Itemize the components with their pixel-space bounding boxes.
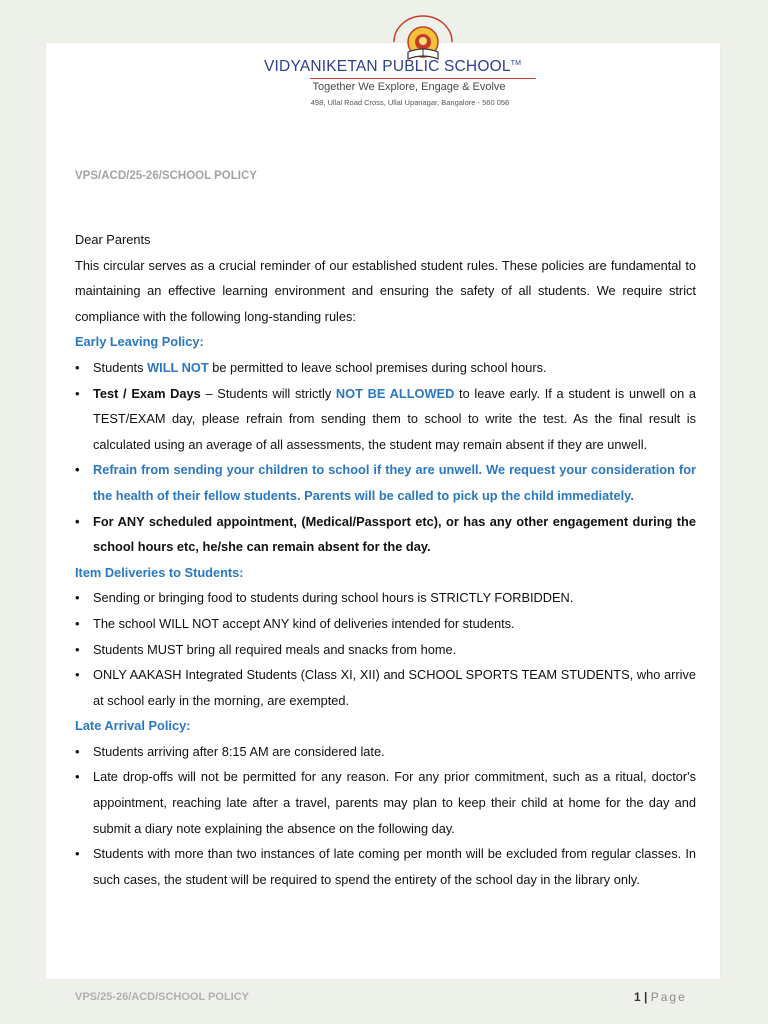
- salutation: Dear Parents: [75, 232, 151, 247]
- list-item: • Students with more than two instances of late coming per month will be excluded from regular classes. In such cases, the student will be required to spend the entirety of the school day in the library only.: [75, 841, 696, 892]
- circular-reference: VPS/ACD/25-26/SCHOOL POLICY: [75, 170, 257, 182]
- list-item: • The school WILL NOT accept ANY kind of deliveries intended for students.: [75, 611, 696, 637]
- list-item: • Students MUST bring all required meals and snacks from home.: [75, 637, 696, 663]
- list-item: • Refrain from sending your children to school if they are unwell. We request your consideration for the health of their fellow students. Parents will be called to pick up the child immediately.: [75, 457, 696, 508]
- late-arrival-list: [75, 739, 696, 893]
- list-item: • For ANY scheduled appointment, (Medical/Passport etc), or has any other engagement during the school hours etc, he/she can remain absent for the day.: [75, 509, 696, 560]
- section-heading-deliveries: Item Deliveries to Students:: [75, 564, 244, 580]
- list-item: • Late drop-offs will not be permitted for any reason. For any prior commitment, such as a ritual, doctor's appointment, reaching late after a travel, parents may plan to keep their child at home for the day and submit a diary note explaining the absence on the following day.: [75, 764, 696, 841]
- list-item: • Test / Exam Days – Students will strictly NOT BE ALLOWED to leave early. If a student is unwell on a TEST/EXAM day, please refrain from sending them to school to write the test. As the final result is calculated using an average of all assessments, the student may remain absent if they are unwell.: [75, 381, 696, 458]
- section-heading-early-leaving: Early Leaving Policy:: [75, 334, 204, 350]
- school-address: 498, Ullal Road Cross, Ullal Upanagar, Bangalore - 560 056: [310, 98, 510, 107]
- tagline: Together We Explore, Engage & Evolve: [312, 81, 506, 93]
- intro-paragraph: This circular serves as a crucial reminder of our established student rules. These policies are fundamental to maintaining an effective learning environment and ensuring the safety of all students. We require strict compliance with the following long-standing rules:: [75, 257, 696, 324]
- school-name: VIDYANIKETAN PUBLIC SCHOOL™: [264, 58, 522, 75]
- page-number: 1 | Page: [634, 990, 687, 1004]
- letter-body: [75, 227, 696, 892]
- list-item: • Sending or bringing food to students during school hours is STRICTLY FORBIDDEN.: [75, 585, 696, 611]
- list-item: • Students arriving after 8:15 AM are considered late.: [75, 739, 696, 765]
- footer-reference: VPS/25-26/ACD/SCHOOL POLICY: [75, 991, 250, 1003]
- list-item: • ONLY AAKASH Integrated Students (Class XI, XII) and SCHOOL SPORTS TEAM STUDENTS, who arrive at school early in the morning, are exempted.: [75, 662, 696, 713]
- early-leaving-list: [75, 355, 696, 560]
- tagline-divider: [310, 78, 536, 79]
- letterhead: [46, 0, 720, 120]
- list-item: • Students WILL NOT be permitted to leave school premises during school hours.: [75, 355, 696, 381]
- deliveries-list: [75, 585, 696, 713]
- section-heading-late-arrival: Late Arrival Policy:: [75, 718, 191, 734]
